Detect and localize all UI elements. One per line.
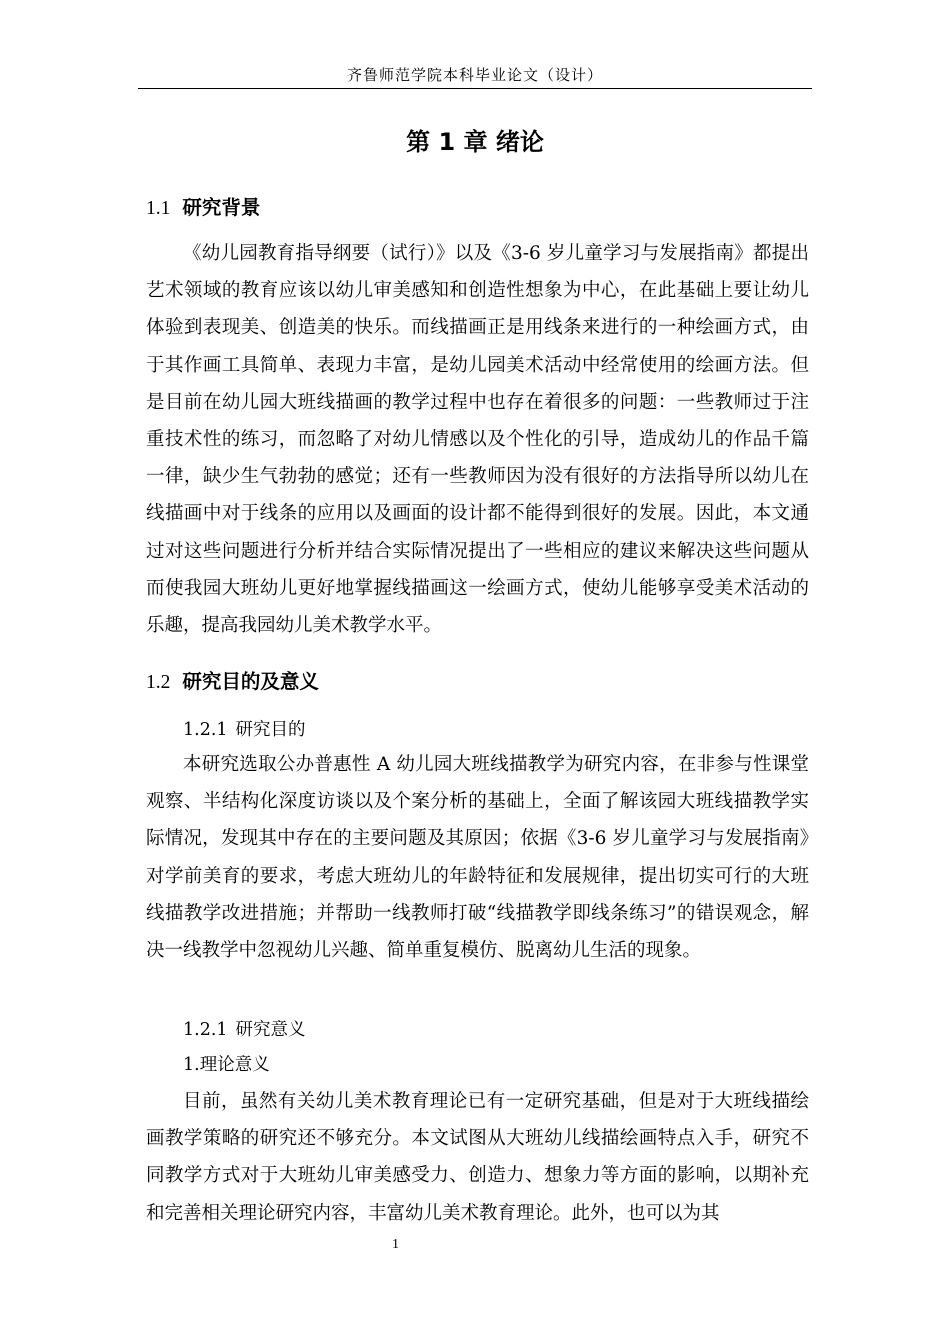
chapter-title: 第 1 章 绪论 [406, 128, 544, 156]
section-heading-1-2 [146, 666, 319, 694]
subsection-number: 1.2.1 [183, 720, 228, 740]
background-paragraph: 《幼儿园教育指导纲要（试行）》以及《3-6 岁儿童学习与发展指南》都提出艺术领域的教育应该以幼儿审美感知和创造性想象为中心，在此基础上要让幼儿体验到表现美、创造美的快乐。而线描画正是用线条来进行的一种绘画方式，由于其作画工具简单、表现力丰富，是幼儿园美术活动中经常使用的绘画方法。但是目前在幼儿园大班线描画的教学过程中也存在着很多的问题：一些教师过于注重技术性的练习，而忽略了对幼儿情感以及个性化的引导，造成幼儿的作品千篇一律，缺少生气勃勃的感觉；还有一些教师因为没有很好的方法指导所以幼儿在线描画中对于线条的应用以及画面的设计都不能得到很好的发展。因此，本文通过对这些问题进行分析并结合实际情况提出了一些相应的建议来解决这些问题从而使我园大班幼儿更好地掌握线描画这一绘画方式，使幼儿能够享受美术活动的乐趣，提高我园幼儿美术教学水平。 [146, 243, 809, 637]
header-divider [138, 88, 812, 89]
section-number: 1.2 [146, 672, 171, 693]
significance-paragraph: 目前，虽然有关幼儿美术教育理论已有一定研究基础，但是对于大班线描绘画教学策略的研究还不够充分。本文试图从大班幼儿线描绘画特点入手，研究不同教学方式对于大班幼儿审美感受力、创造力、想象力等方面的影响，以期补充和完善相关理论研究内容，丰富幼儿美术教育理论。此外，也可以为其 [146, 1091, 809, 1224]
item-label-theory: 1.理论意义 [183, 1055, 270, 1075]
section-title: 研究背景 [182, 196, 261, 219]
section-heading-1-1 [146, 192, 260, 220]
section-title: 研究目的及意义 [182, 670, 319, 693]
purpose-paragraph: 本研究选取公办普惠性 A 幼儿园大班线描教学为研究内容，在非参与性课堂观察、半结构化深度访谈以及个案分析的基础上，全面了解该园大班线描教学实际情况，发现其中存在的主要问题及其原因；依据《3-6 岁儿童学习与发展指南》对学前美育的要求，考虑大班幼儿的年龄特征和发展规律，提出切实可行的大班线描教学改进措施；并帮助一线教师打破“线描教学即线条练习”的错误观念，解决一线教学中忽视幼儿兴趣、简单重复模仿、脱离幼儿生活的现象。 [146, 754, 809, 962]
page-number: 1 [392, 1237, 399, 1252]
subsection-title: 研究目的 [235, 720, 306, 740]
subsection-heading-purpose [183, 716, 306, 741]
section-number: 1.1 [146, 198, 171, 219]
subsection-title: 研究意义 [235, 1020, 306, 1040]
subsection-heading-significance [183, 1016, 306, 1041]
subsection-number: 1.2.1 [183, 1020, 228, 1040]
running-header: 齐鲁师范学院本科毕业论文（设计） [346, 66, 603, 84]
